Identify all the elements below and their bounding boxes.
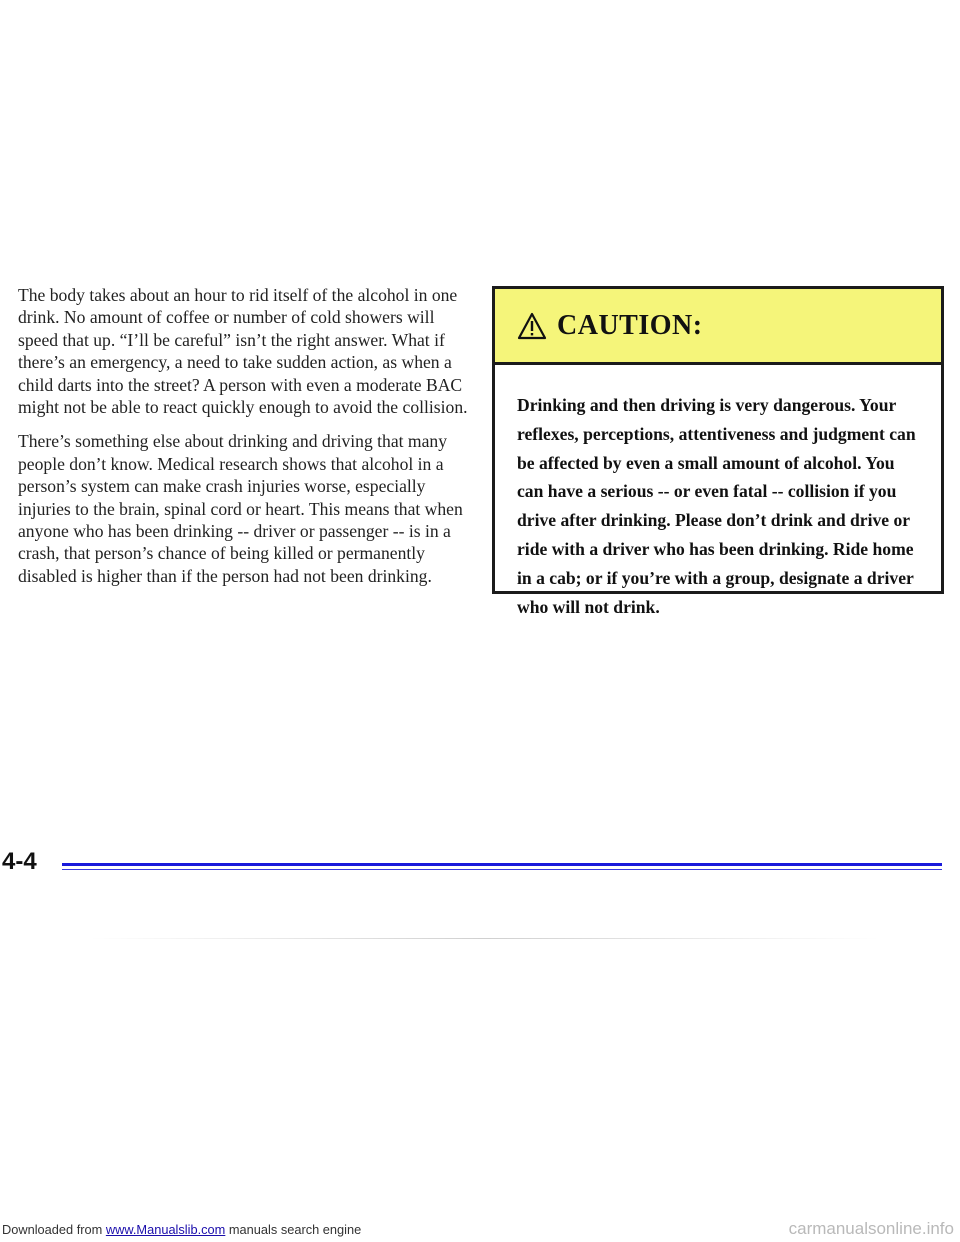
caution-box — [492, 286, 944, 617]
paragraph-alcohol-elimination: The body takes about an hour to rid itself of the alcohol in one drink. No amount of coffee or number of cold showers will speed that up. “I’ll be careful” isn’t the right answer. What if there’s an emergency, a need to take sudden action, as when a child darts into the street? A person with even a moderate BAC might not be able to react quickly enough to avoid the collision. — [18, 285, 468, 418]
caution-body-text: Drinking and then driving is very dangerous. Your reflexes, perceptions, attentiveness and judgment can be affected by even a small amount of alcohol. You can have a serious -- or even fatal -- collision if you drive after drinking. Please don’t drink and drive or ride with a driver who has been drinking. Ride home in a cab; or if you’re with a group, designate a driver who will not drink. — [517, 395, 916, 617]
footer-rule-thin — [62, 869, 942, 870]
page-number: 4-4 — [2, 848, 37, 875]
footer-rule-thick — [62, 863, 942, 866]
download-suffix: manuals search engine — [225, 1222, 362, 1237]
body-text-column — [18, 284, 470, 599]
warning-triangle-icon — [517, 312, 547, 340]
scan-artifact-line — [90, 938, 880, 939]
manualslib-link[interactable]: www.Manualslib.com — [105, 1222, 226, 1237]
caution-title: CAUTION: — [557, 309, 703, 341]
caution-header — [495, 289, 941, 365]
watermark-text: carmanualsonline.info — [788, 1219, 954, 1238]
paragraph-crash-injuries: There’s something else about drinking and driving that many people don’t know. Medical research shows that alcohol in a person’s system can make crash injuries worse, especially injuries to the brain, spinal cord or heart. This means that when anyone who has been drinking -- driver or passenger -- is in a crash, that person’s chance of being killed or permanently disabled is higher than if the person had not been drinking. — [18, 431, 463, 586]
download-prefix: Downloaded from — [2, 1222, 106, 1237]
download-footer — [2, 1222, 361, 1237]
